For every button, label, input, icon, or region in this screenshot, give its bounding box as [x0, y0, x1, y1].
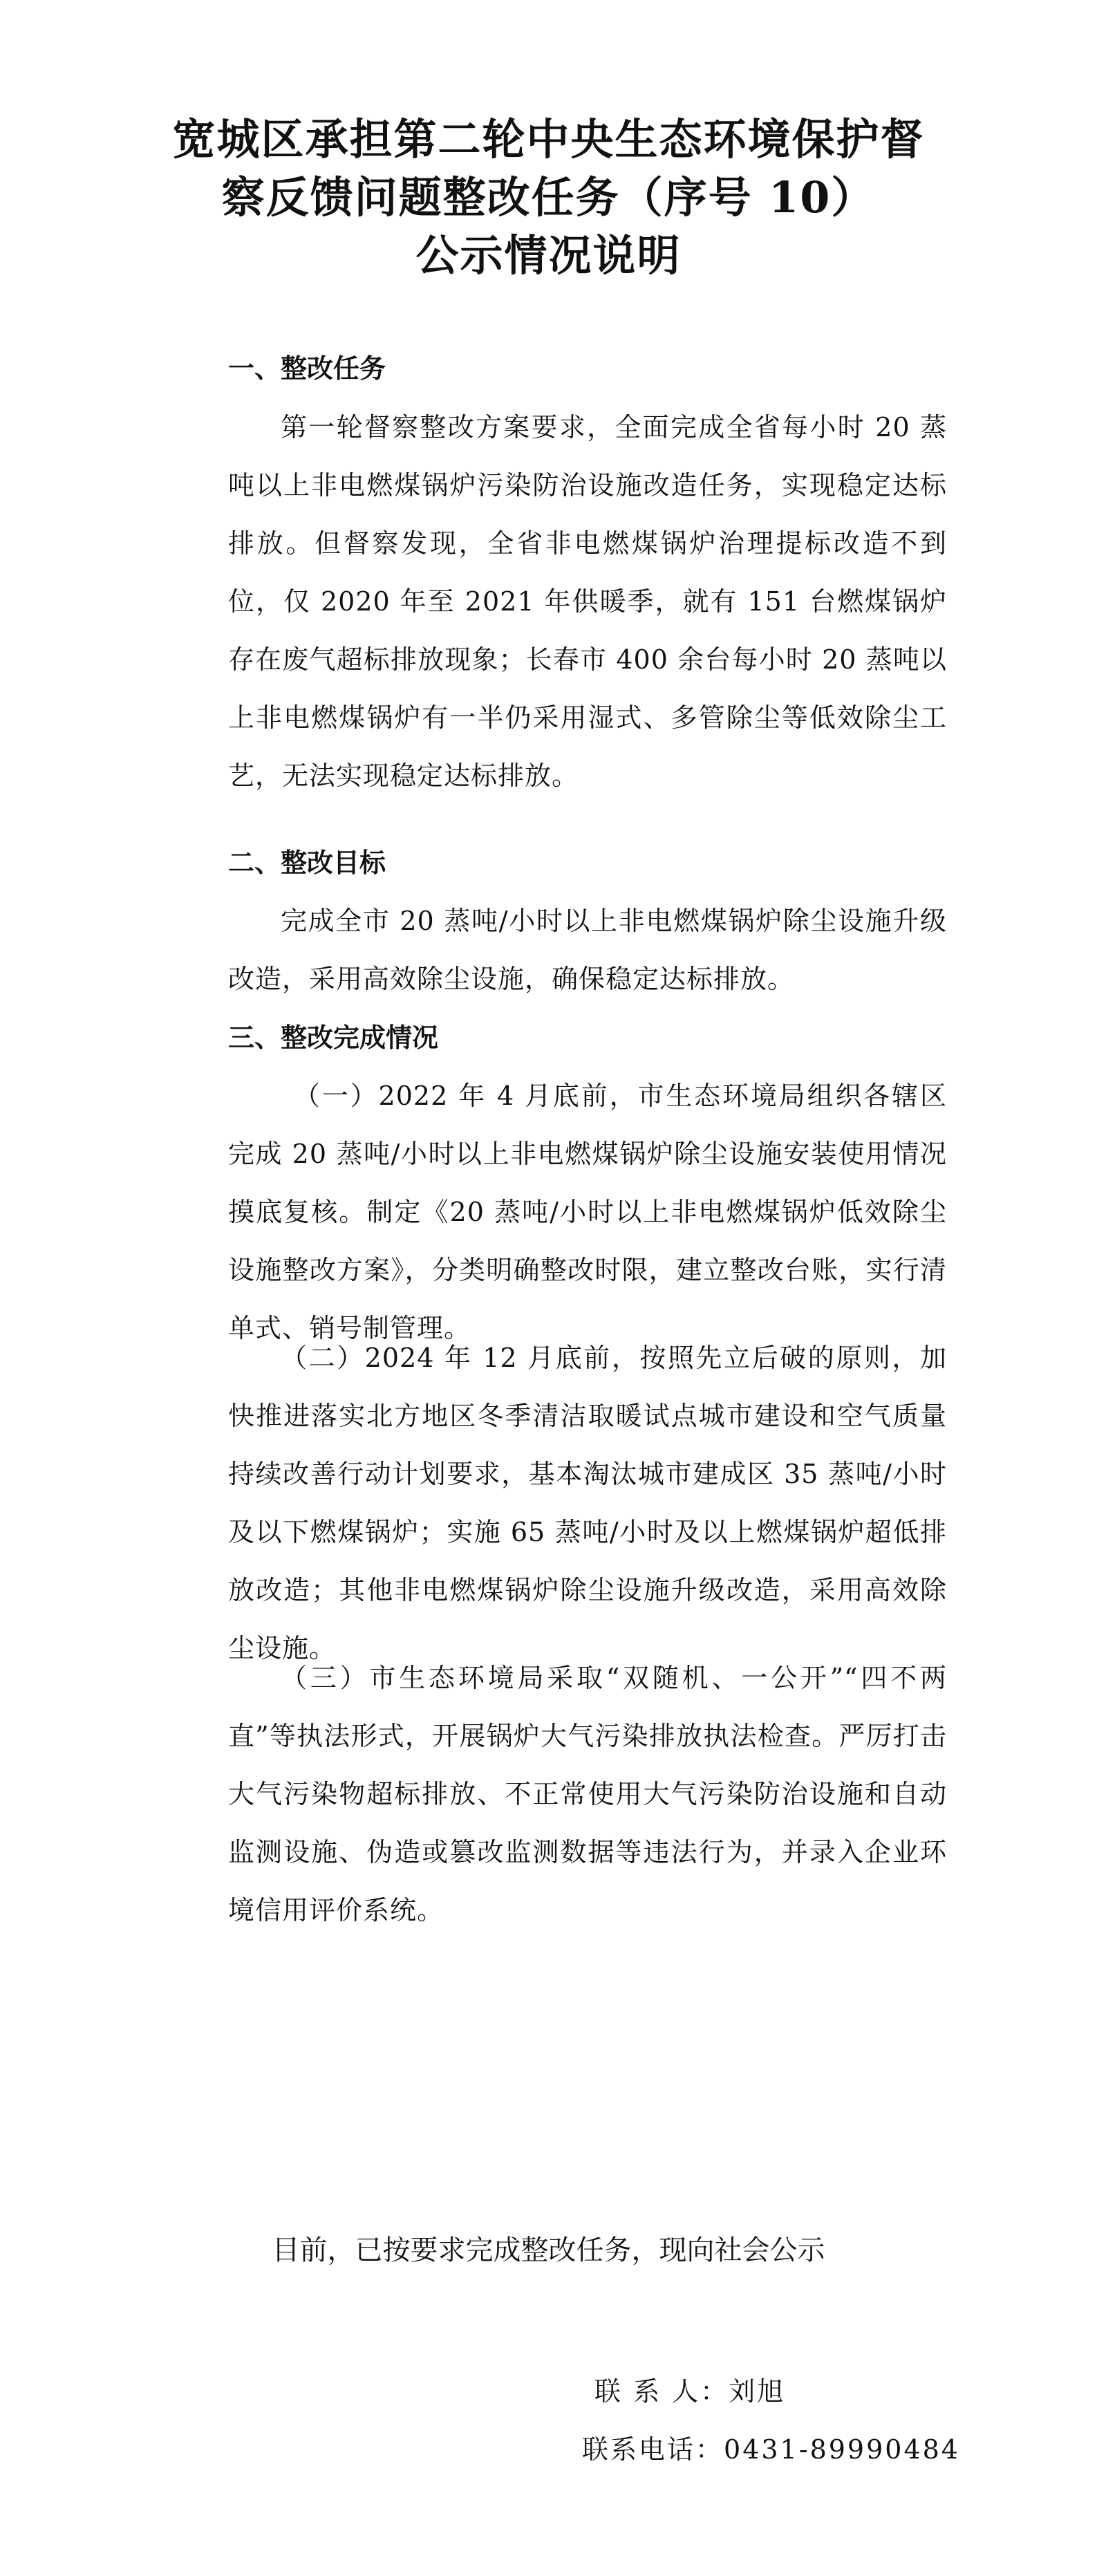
section-body-task: 第一轮督察整改方案要求，全面完成全省每小时 20 蒸吨以上非电燃煤锅炉污染防治设施改造任务，实现稳定达标排放。但督察发现，全省非电燃煤锅炉治理提标改造不到位，仅 2020 年至 2021 年供暖季，就有 151 台燃煤锅炉存在废气超标排放现象；长春市 400 余台每小时 20 蒸吨以上非电燃煤锅炉有一半仍采用湿式、多管除尘等低效除尘工艺，无法实现稳定达标排放。 [228, 412, 947, 791]
contact-phone-label: 联系电话： [582, 2434, 724, 2465]
document-title-line-2: 察反馈问题整改任务（序号 10） [221, 172, 876, 223]
contact-person [594, 2371, 785, 2412]
progress-item-2: （二）2024 年 12 月底前，按照先立后破的原则，加快推进落实北方地区冬季清洁取暖试点城市建设和空气质量持续改善行动计划要求，基本淘汰城市建成区 35 蒸吨/小时及以下燃煤锅炉；实施 65 蒸吨/小时及以上燃煤锅炉超低排放改造；其他非电燃煤锅炉除尘设施升级改造，采用高效除尘设施。 [228, 1343, 947, 1663]
section-heading-task: 一、整改任务 [228, 353, 386, 384]
progress-item-3: （三）市生态环境局采取“双随机、一公开”“四不两直”等执法形式，开展锅炉大气污染排放执法检查。严厉打击大气污染物超标排放、不正常使用大气污染防治设施和自动监测设施、伪造或篡改监测数据等违法行为，并录入企业环境信用评价系统。 [228, 1663, 947, 1925]
section-heading-goal: 二、整改目标 [228, 848, 386, 878]
section-body-goal: 完成全市 20 蒸吨/小时以上非电燃煤锅炉除尘设施升级改造，采用高效除尘设施，确保稳定达标排放。 [228, 906, 947, 994]
contact-phone-number: 0431-89990484 [724, 2434, 960, 2465]
document-title-line-3: 公示情况说明 [415, 230, 682, 281]
section-heading-progress: 三、整改完成情况 [228, 1023, 439, 1053]
document-title-line-1: 宽城区承担第二轮中央生态环境保护督 [172, 114, 925, 165]
contact-phone [582, 2429, 960, 2470]
progress-item-1: （一）2022 年 4 月底前，市生态环境局组织各辖区完成 20 蒸吨/小时以上非电燃煤锅炉除尘设施安装使用情况摸底复核。制定《20 蒸吨/小时以上非电燃煤锅炉低效除尘设施整改方案》，分类明确整改时限，建立整改台账，实行清单式、销号制管理。 [228, 1081, 947, 1343]
contact-person-label: 联 系 人： [594, 2376, 729, 2407]
public-notice: 目前，已按要求完成整改任务，现向社会公示 [272, 2234, 825, 2266]
contact-person-name: 刘旭 [729, 2376, 786, 2407]
